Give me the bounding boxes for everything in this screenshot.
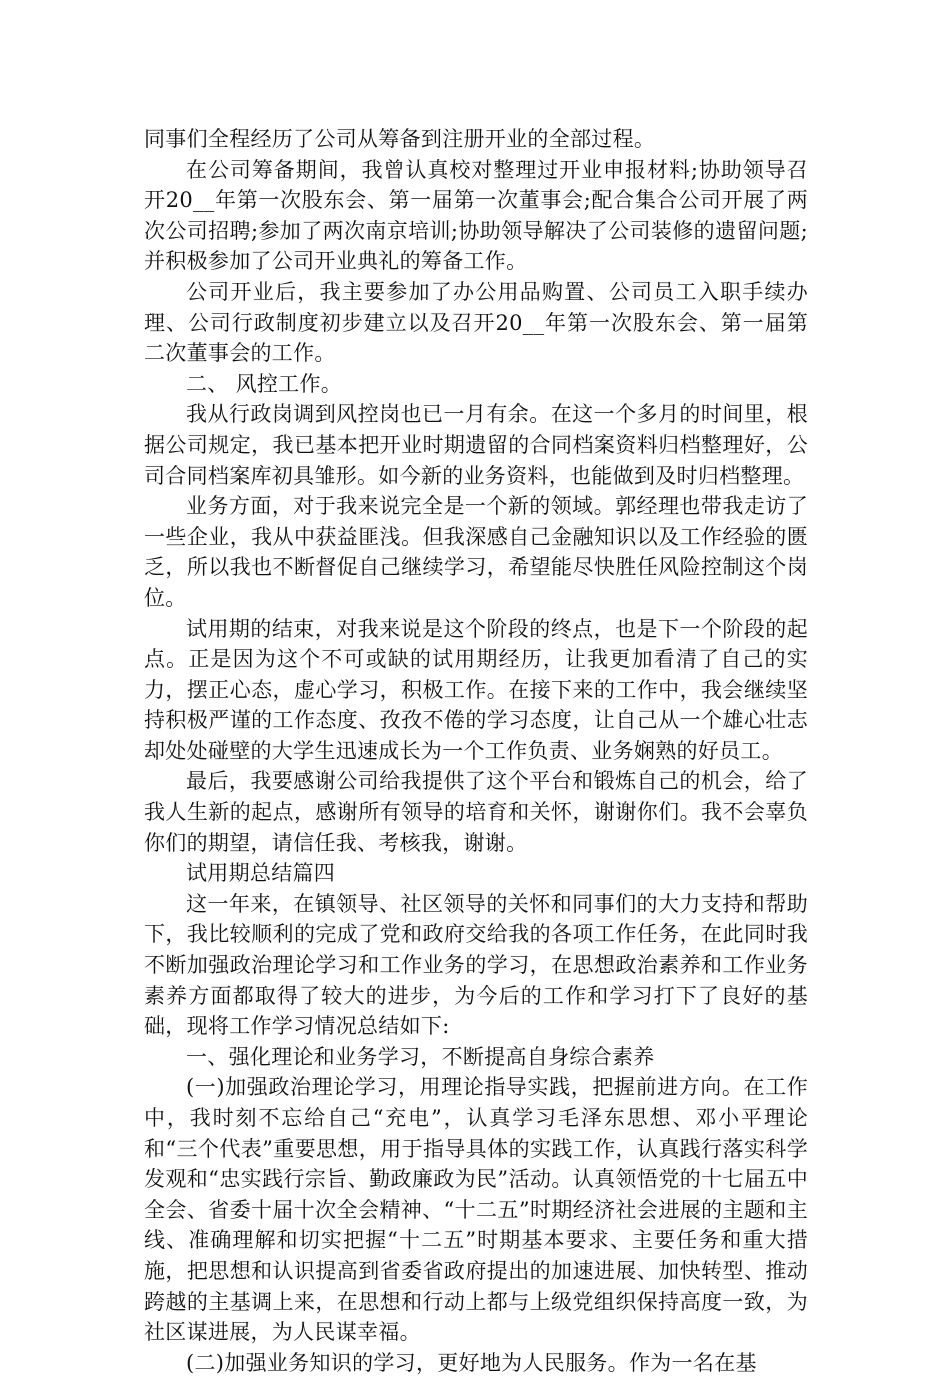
paragraph-year-overview: 这一年来，在镇领导、社区领导的关怀和同事们的大力支持和帮助下，我比较顺利的完成了党和政府交给我的各项工作任务，在此同时我不断加强政治理论学习和工作业务的学习，在思想政治素养和工作业务素养方面都取得了较大的进步，为今后的工作和学习打下了良好的基础，现将工作学习情况总结如下: xyxy=(144,891,808,1039)
paragraph-after-opening: 公司开业后，我主要参加了办公用品购置、公司员工入职手续办理、公司行政制度初步建立以及召开20__年第一次股东会、第一届第二次董事会的工作。 xyxy=(144,279,808,366)
paragraph-thanks: 最后，我要感谢公司给我提供了这个平台和锻炼自己的机会，给了我人生新的起点，感谢所有领导的培育和关怀，谢谢你们。我不会辜负你们的期望，请信任我、考核我，谢谢。 xyxy=(144,769,808,855)
paragraph-business-knowledge: (二)加强业务知识的学习，更好地为人民服务。作为一名在基 xyxy=(186,1350,757,1375)
paragraph-probation-end: 试用期的结束，对我来说是这个阶段的终点，也是下一个阶段的起点。正是因为这个不可或缺的试用期经历，让我更加看清了自己的实力，摆正心态，虚心学习，积极工作。在接下来的工作中，我会继续坚持积极严谨的工作态度、孜孜不倦的学习态度，让自己从一个雄心壮志却处处碰壁的大学生迅速成长为一个工作负责、业务娴熟的好员工。 xyxy=(144,616,808,763)
section-title-summary-four: 试用期总结篇四 xyxy=(186,861,336,886)
paragraph-political-theory: (一)加强政治理论学习，用理论指导实践，把握前进方向。在工作中，我时刻不忘给自己“充电”，认真学习毛泽东思想、邓小平理论和“三个代表”重要思想，用于指导具体的实践工作，认真践行落实科学发观和“忠实践行宗旨、勤政廉政为民”活动。认真领悟党的十七届五中全会、省委十届十次全会精神、“十二五”时期经济社会进展的主题和主线、准确理解和切实把握“十二五”时期基本要求、主要任务和重大措施，把思想和认识提高到省委省政府提出的加速进展、加快转型、推动跨越的主基调上来，在思想和行动上都与上级党组织保持高度一致，为社区谋进展，为人民谋幸福。 xyxy=(144,1075,808,1345)
section-heading-risk-control: 二、 风控工作。 xyxy=(186,371,343,396)
section-heading-study: 一、强化理论和业务学习，不断提高自身综合素养 xyxy=(186,1044,655,1069)
paragraph-risk-control-transfer: 我从行政岗调到风控岗也已一月有余。在这一个多月的时间里，根据公司规定，我已基本把开业时期遗留的合同档案资料归档整理好，公司合同档案库初具雏形。如今新的业务资料，也能做到及时归档整理。 xyxy=(144,402,808,488)
paragraph-business-aspect: 业务方面，对于我来说完全是一个新的领域。郭经理也带我走访了一些企业，我从中获益匪浅。但我深感自己金融知识以及工作经验的匮乏，所以我也不断督促自己继续学习，希望能尽快胜任风险控制这个岗位。 xyxy=(144,494,808,610)
paragraph-preparation-period: 在公司筹备期间，我曾认真校对整理过开业申报材料;协助领导召开20__年第一次股东会、第一届第一次董事会;配合集合公司开展了两次公司招聘;参加了两次南京培训;协助领导解决了公司装修的遗留问题;并积极参加了公司开业典礼的筹备工作。 xyxy=(144,157,808,274)
document-body xyxy=(144,124,808,1378)
paragraph-intro-continuation: 同事们全程经历了公司从筹备到注册开业的全部过程。 xyxy=(144,127,656,151)
